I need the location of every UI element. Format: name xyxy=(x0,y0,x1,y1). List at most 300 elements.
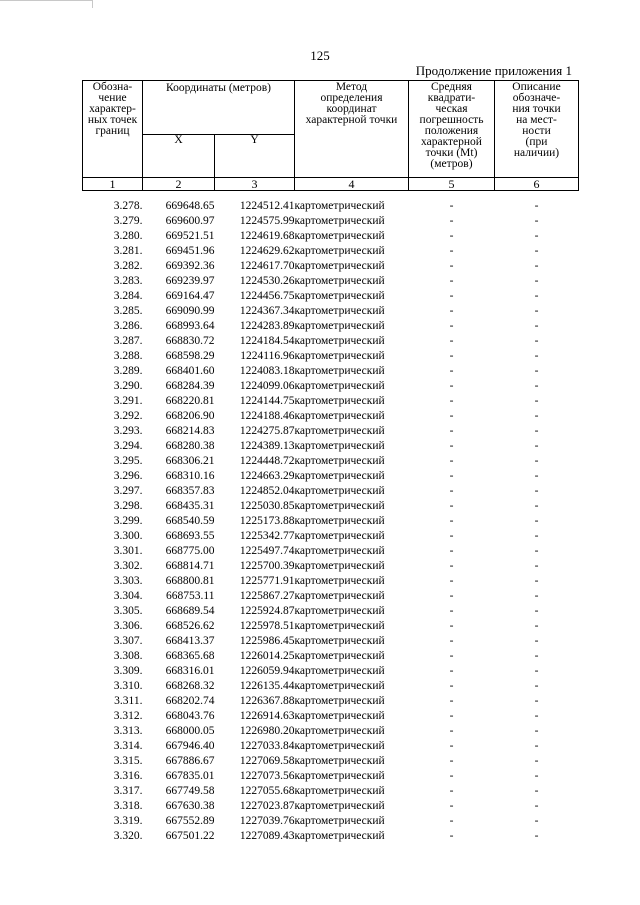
y-coordinate-cell: 1225342.77 xyxy=(239,530,295,542)
error-cell: - xyxy=(449,230,454,242)
y-coordinate-cell: 1225867.27 xyxy=(239,590,295,602)
error-cell: - xyxy=(449,545,454,557)
x-coordinate-cell: 668814.71 xyxy=(165,560,215,572)
table-row xyxy=(83,604,579,619)
header-method: Метод определения координат характерной точки xyxy=(295,81,409,178)
point-id-cell: 3.314. xyxy=(113,740,143,752)
method-cell: картометрический xyxy=(294,635,385,647)
table-row xyxy=(83,229,579,244)
method-cell: картометрический xyxy=(294,740,385,752)
column-number: 2 xyxy=(143,178,215,191)
error-cell: - xyxy=(449,500,454,512)
description-cell: - xyxy=(534,290,539,302)
table-row xyxy=(83,214,579,229)
point-id-cell: 3.284. xyxy=(113,290,143,302)
point-id-cell: 3.319. xyxy=(113,815,143,827)
point-id-cell: 3.288. xyxy=(113,350,143,362)
error-cell: - xyxy=(449,335,454,347)
description-cell: - xyxy=(534,335,539,347)
y-coordinate-cell: 1224144.75 xyxy=(239,395,295,407)
error-cell: - xyxy=(449,650,454,662)
description-cell: - xyxy=(534,425,539,437)
method-cell: картометрический xyxy=(294,350,385,362)
y-coordinate-cell: 1224389.13 xyxy=(239,440,295,452)
method-cell: картометрический xyxy=(294,695,385,707)
coordinates-sheet xyxy=(82,80,578,844)
error-cell: - xyxy=(449,350,454,362)
y-coordinate-cell: 1225978.51 xyxy=(239,620,295,632)
description-cell: - xyxy=(534,665,539,677)
error-cell: - xyxy=(449,425,454,437)
y-coordinate-cell: 1224184.54 xyxy=(239,335,295,347)
error-cell: - xyxy=(449,605,454,617)
x-coordinate-cell: 668689.54 xyxy=(165,605,215,617)
y-coordinate-cell: 1225497.74 xyxy=(239,545,295,557)
point-id-cell: 3.320. xyxy=(113,830,143,842)
y-coordinate-cell: 1226059.94 xyxy=(239,665,295,677)
description-cell: - xyxy=(534,350,539,362)
column-number: 5 xyxy=(409,178,495,191)
method-cell: картометрический xyxy=(294,770,385,782)
error-cell: - xyxy=(449,395,454,407)
point-id-cell: 3.282. xyxy=(113,260,143,272)
x-coordinate-cell: 668316.01 xyxy=(165,665,215,677)
x-coordinate-cell: 668401.60 xyxy=(165,365,215,377)
error-cell: - xyxy=(449,215,454,227)
table-row xyxy=(83,529,579,544)
method-cell: картометрический xyxy=(294,530,385,542)
point-id-cell: 3.309. xyxy=(113,665,143,677)
table-row xyxy=(83,634,579,649)
table-row xyxy=(83,499,579,514)
x-coordinate-cell: 668220.81 xyxy=(165,395,215,407)
description-cell: - xyxy=(534,710,539,722)
coordinates-table xyxy=(82,80,579,844)
y-coordinate-cell: 1224275.87 xyxy=(239,425,295,437)
y-coordinate-cell: 1226914.63 xyxy=(239,710,295,722)
point-id-cell: 3.302. xyxy=(113,560,143,572)
x-coordinate-cell: 668753.11 xyxy=(166,590,215,602)
y-coordinate-cell: 1224575.99 xyxy=(239,215,295,227)
method-cell: картометрический xyxy=(294,365,385,377)
y-coordinate-cell: 1225173.88 xyxy=(239,515,295,527)
method-cell: картометрический xyxy=(294,215,385,227)
table-row xyxy=(83,664,579,679)
table-row xyxy=(83,454,579,469)
error-cell: - xyxy=(449,410,454,422)
y-coordinate-cell: 1226367.88 xyxy=(239,695,295,707)
method-cell: картометрический xyxy=(294,575,385,587)
description-cell: - xyxy=(534,680,539,692)
description-cell: - xyxy=(534,230,539,242)
error-cell: - xyxy=(449,320,454,332)
header-error: Средняя квадрати- ческая погрешность положения характерной точки (Mt) (метров) xyxy=(409,81,495,178)
table-row xyxy=(83,424,579,439)
point-id-cell: 3.292. xyxy=(113,410,143,422)
description-cell: - xyxy=(534,380,539,392)
description-cell: - xyxy=(534,695,539,707)
point-id-cell: 3.289. xyxy=(113,365,143,377)
x-coordinate-cell: 668214.83 xyxy=(165,425,215,437)
table-row xyxy=(83,364,579,379)
point-id-cell: 3.298. xyxy=(113,500,143,512)
header-y: Y xyxy=(215,134,295,177)
x-coordinate-cell: 669451.96 xyxy=(165,245,215,257)
header-coords: Координаты (метров) xyxy=(143,81,295,135)
point-id-cell: 3.297. xyxy=(113,485,143,497)
point-id-cell: 3.305. xyxy=(113,605,143,617)
y-coordinate-cell: 1224629.62 xyxy=(239,245,295,257)
point-id-cell: 3.312. xyxy=(113,710,143,722)
table-row xyxy=(83,589,579,604)
point-id-cell: 3.311. xyxy=(114,695,143,707)
table-row xyxy=(83,409,579,424)
point-id-cell: 3.308. xyxy=(113,650,143,662)
table-row xyxy=(83,244,579,259)
description-cell: - xyxy=(534,530,539,542)
table-row xyxy=(83,334,579,349)
table-row xyxy=(83,679,579,694)
y-coordinate-cell: 1227089.43 xyxy=(239,830,295,842)
y-coordinate-cell: 1224852.04 xyxy=(239,485,295,497)
method-cell: картометрический xyxy=(294,710,385,722)
table-row xyxy=(83,191,579,215)
x-coordinate-cell: 669521.51 xyxy=(165,230,215,242)
x-coordinate-cell: 669600.97 xyxy=(165,215,215,227)
error-cell: - xyxy=(449,290,454,302)
description-cell: - xyxy=(534,245,539,257)
table-row xyxy=(83,349,579,364)
x-coordinate-cell: 667886.67 xyxy=(165,755,215,767)
error-cell: - xyxy=(449,365,454,377)
y-coordinate-cell: 1226135.44 xyxy=(239,680,295,692)
point-id-cell: 3.279. xyxy=(113,215,143,227)
method-cell: картометрический xyxy=(294,620,385,632)
x-coordinate-cell: 668800.81 xyxy=(165,575,215,587)
x-coordinate-cell: 667630.38 xyxy=(165,800,215,812)
method-cell: картометрический xyxy=(294,650,385,662)
table-row xyxy=(83,724,579,739)
y-coordinate-cell: 1224188.46 xyxy=(239,410,295,422)
method-cell: картометрический xyxy=(294,605,385,617)
point-id-cell: 3.281. xyxy=(113,245,143,257)
method-cell: картометрический xyxy=(294,500,385,512)
table-row xyxy=(83,619,579,634)
point-id-cell: 3.290. xyxy=(113,380,143,392)
method-cell: картометрический xyxy=(294,410,385,422)
table-body xyxy=(83,191,579,845)
method-cell: картометрический xyxy=(294,290,385,302)
table-row xyxy=(83,319,579,334)
table-row xyxy=(83,304,579,319)
method-cell: картометрический xyxy=(294,560,385,572)
point-id-cell: 3.316. xyxy=(113,770,143,782)
point-id-cell: 3.293. xyxy=(113,425,143,437)
x-coordinate-cell: 668526.62 xyxy=(165,620,215,632)
x-coordinate-cell: 667552.89 xyxy=(165,815,215,827)
point-id-cell: 3.315. xyxy=(113,755,143,767)
description-cell: - xyxy=(534,215,539,227)
y-coordinate-cell: 1224099.06 xyxy=(239,380,295,392)
x-coordinate-cell: 669239.97 xyxy=(165,275,215,287)
method-cell: картометрический xyxy=(294,335,385,347)
description-cell: - xyxy=(534,470,539,482)
method-cell: картометрический xyxy=(294,680,385,692)
point-id-cell: 3.300. xyxy=(113,530,143,542)
table-row xyxy=(83,784,579,799)
point-id-cell: 3.294. xyxy=(113,440,143,452)
x-coordinate-cell: 668043.76 xyxy=(165,710,215,722)
error-cell: - xyxy=(449,800,454,812)
table-row xyxy=(83,469,579,484)
description-cell: - xyxy=(534,515,539,527)
method-cell: картометрический xyxy=(294,260,385,272)
x-coordinate-cell: 668830.72 xyxy=(165,335,215,347)
table-row xyxy=(83,709,579,724)
table-header xyxy=(83,81,579,178)
description-cell: - xyxy=(534,200,539,212)
error-cell: - xyxy=(449,440,454,452)
table-row xyxy=(83,559,579,574)
method-cell: картометрический xyxy=(294,275,385,287)
table-row xyxy=(83,769,579,784)
description-cell: - xyxy=(534,260,539,272)
error-cell: - xyxy=(449,755,454,767)
description-cell: - xyxy=(534,485,539,497)
table-row xyxy=(83,814,579,829)
column-number-row xyxy=(83,178,579,191)
table-row xyxy=(83,484,579,499)
table-row xyxy=(83,439,579,454)
error-cell: - xyxy=(449,515,454,527)
description-cell: - xyxy=(534,800,539,812)
y-coordinate-cell: 1227039.76 xyxy=(239,815,295,827)
point-id-cell: 3.286. xyxy=(113,320,143,332)
method-cell: картометрический xyxy=(294,425,385,437)
table-row xyxy=(83,754,579,769)
column-number: 3 xyxy=(215,178,295,191)
description-cell: - xyxy=(534,365,539,377)
method-cell: картометрический xyxy=(294,470,385,482)
point-id-cell: 3.296. xyxy=(113,470,143,482)
point-id-cell: 3.287. xyxy=(113,335,143,347)
x-coordinate-cell: 668000.05 xyxy=(165,725,215,737)
method-cell: картометрический xyxy=(294,590,385,602)
column-number: 1 xyxy=(83,178,143,191)
description-cell: - xyxy=(534,305,539,317)
table-row xyxy=(83,514,579,529)
y-coordinate-cell: 1227069.58 xyxy=(239,755,295,767)
scan-corner-mark xyxy=(0,0,93,8)
y-coordinate-cell: 1227023.87 xyxy=(239,800,295,812)
column-number: 4 xyxy=(295,178,409,191)
y-coordinate-cell: 1225771.91 xyxy=(239,575,295,587)
error-cell: - xyxy=(449,380,454,392)
description-cell: - xyxy=(534,620,539,632)
description-cell: - xyxy=(534,605,539,617)
description-cell: - xyxy=(534,575,539,587)
description-cell: - xyxy=(534,275,539,287)
error-cell: - xyxy=(449,485,454,497)
y-coordinate-cell: 1224448.72 xyxy=(239,455,295,467)
error-cell: - xyxy=(449,770,454,782)
point-id-cell: 3.307. xyxy=(113,635,143,647)
description-cell: - xyxy=(534,410,539,422)
x-coordinate-cell: 668306.21 xyxy=(165,455,215,467)
table-row xyxy=(83,379,579,394)
error-cell: - xyxy=(449,530,454,542)
y-coordinate-cell: 1225700.39 xyxy=(239,560,295,572)
x-coordinate-cell: 667501.22 xyxy=(165,830,215,842)
method-cell: картометрический xyxy=(294,380,385,392)
point-id-cell: 3.310. xyxy=(113,680,143,692)
description-cell: - xyxy=(534,740,539,752)
y-coordinate-cell: 1227033.84 xyxy=(239,740,295,752)
description-cell: - xyxy=(534,545,539,557)
error-cell: - xyxy=(449,710,454,722)
x-coordinate-cell: 668280.38 xyxy=(165,440,215,452)
description-cell: - xyxy=(534,455,539,467)
point-id-cell: 3.303. xyxy=(113,575,143,587)
table-row xyxy=(83,694,579,709)
point-id-cell: 3.299. xyxy=(113,515,143,527)
x-coordinate-cell: 669392.36 xyxy=(165,260,215,272)
error-cell: - xyxy=(449,260,454,272)
x-coordinate-cell: 668357.83 xyxy=(165,485,215,497)
y-coordinate-cell: 1224619.68 xyxy=(239,230,295,242)
table-row xyxy=(83,544,579,559)
error-cell: - xyxy=(449,785,454,797)
table-row xyxy=(83,829,579,844)
method-cell: картометрический xyxy=(294,200,385,212)
error-cell: - xyxy=(449,275,454,287)
y-coordinate-cell: 1225924.87 xyxy=(239,605,295,617)
method-cell: картометрический xyxy=(294,515,385,527)
x-coordinate-cell: 667835.01 xyxy=(165,770,215,782)
description-cell: - xyxy=(534,815,539,827)
description-cell: - xyxy=(534,770,539,782)
table-row xyxy=(83,394,579,409)
x-coordinate-cell: 668310.16 xyxy=(165,470,215,482)
x-coordinate-cell: 668202.74 xyxy=(165,695,215,707)
continuation-caption: Продолжение приложения 1 xyxy=(415,63,572,78)
error-cell: - xyxy=(449,620,454,632)
description-cell: - xyxy=(534,755,539,767)
table-row xyxy=(83,574,579,589)
method-cell: картометрический xyxy=(294,395,385,407)
error-cell: - xyxy=(449,815,454,827)
error-cell: - xyxy=(449,560,454,572)
description-cell: - xyxy=(534,560,539,572)
point-id-cell: 3.278. xyxy=(113,200,143,212)
method-cell: картометрический xyxy=(294,755,385,767)
method-cell: картометрический xyxy=(294,815,385,827)
error-cell: - xyxy=(449,470,454,482)
x-coordinate-cell: 669164.47 xyxy=(165,290,215,302)
description-cell: - xyxy=(534,440,539,452)
point-id-cell: 3.304. xyxy=(113,590,143,602)
x-coordinate-cell: 667946.40 xyxy=(165,740,215,752)
y-coordinate-cell: 1226980.20 xyxy=(239,725,295,737)
y-coordinate-cell: 1227055.68 xyxy=(239,785,295,797)
method-cell: картометрический xyxy=(294,230,385,242)
description-cell: - xyxy=(534,635,539,647)
x-coordinate-cell: 667749.58 xyxy=(165,785,215,797)
description-cell: - xyxy=(534,830,539,842)
point-id-cell: 3.317. xyxy=(113,785,143,797)
table-row xyxy=(83,274,579,289)
x-coordinate-cell: 668413.37 xyxy=(165,635,215,647)
method-cell: картометрический xyxy=(294,830,385,842)
x-coordinate-cell: 668993.64 xyxy=(165,320,215,332)
method-cell: картометрический xyxy=(294,485,385,497)
method-cell: картометрический xyxy=(294,665,385,677)
header-x: X xyxy=(143,134,215,177)
y-coordinate-cell: 1224617.70 xyxy=(239,260,295,272)
description-cell: - xyxy=(534,650,539,662)
y-coordinate-cell: 1224530.26 xyxy=(239,275,295,287)
description-cell: - xyxy=(534,500,539,512)
method-cell: картометрический xyxy=(294,440,385,452)
x-coordinate-cell: 668693.55 xyxy=(165,530,215,542)
header-description: Описание обозначе- ния точки на мест- ности (при наличии) xyxy=(495,81,579,178)
error-cell: - xyxy=(449,740,454,752)
error-cell: - xyxy=(449,725,454,737)
point-id-cell: 3.301. xyxy=(113,545,143,557)
header-point: Обозна- чение характер- ных точек границ xyxy=(83,81,143,178)
point-id-cell: 3.318. xyxy=(113,800,143,812)
error-cell: - xyxy=(449,200,454,212)
x-coordinate-cell: 668206.90 xyxy=(165,410,215,422)
table-row xyxy=(83,649,579,664)
page-number: 125 xyxy=(310,48,330,63)
error-cell: - xyxy=(449,455,454,467)
x-coordinate-cell: 668540.59 xyxy=(165,515,215,527)
table-row xyxy=(83,259,579,274)
point-id-cell: 3.283. xyxy=(113,275,143,287)
y-coordinate-cell: 1224083.18 xyxy=(239,365,295,377)
error-cell: - xyxy=(449,830,454,842)
method-cell: картометрический xyxy=(294,455,385,467)
error-cell: - xyxy=(449,665,454,677)
x-coordinate-cell: 668775.00 xyxy=(165,545,215,557)
error-cell: - xyxy=(449,635,454,647)
error-cell: - xyxy=(449,590,454,602)
method-cell: картометрический xyxy=(294,245,385,257)
y-coordinate-cell: 1226014.25 xyxy=(239,650,295,662)
table-row xyxy=(83,739,579,754)
error-cell: - xyxy=(449,305,454,317)
point-id-cell: 3.291. xyxy=(113,395,143,407)
y-coordinate-cell: 1224116.96 xyxy=(240,350,295,362)
y-coordinate-cell: 1225986.45 xyxy=(239,635,295,647)
y-coordinate-cell: 1224367.34 xyxy=(239,305,295,317)
error-cell: - xyxy=(449,680,454,692)
table-row xyxy=(83,289,579,304)
y-coordinate-cell: 1225030.85 xyxy=(239,500,295,512)
method-cell: картометрический xyxy=(294,725,385,737)
table-row xyxy=(83,799,579,814)
error-cell: - xyxy=(449,245,454,257)
x-coordinate-cell: 668598.29 xyxy=(165,350,215,362)
point-id-cell: 3.285. xyxy=(113,305,143,317)
description-cell: - xyxy=(534,395,539,407)
description-cell: - xyxy=(534,785,539,797)
y-coordinate-cell: 1224512.41 xyxy=(239,200,295,212)
y-coordinate-cell: 1227073.56 xyxy=(239,770,295,782)
x-coordinate-cell: 668435.31 xyxy=(165,500,215,512)
x-coordinate-cell: 668284.39 xyxy=(165,380,215,392)
